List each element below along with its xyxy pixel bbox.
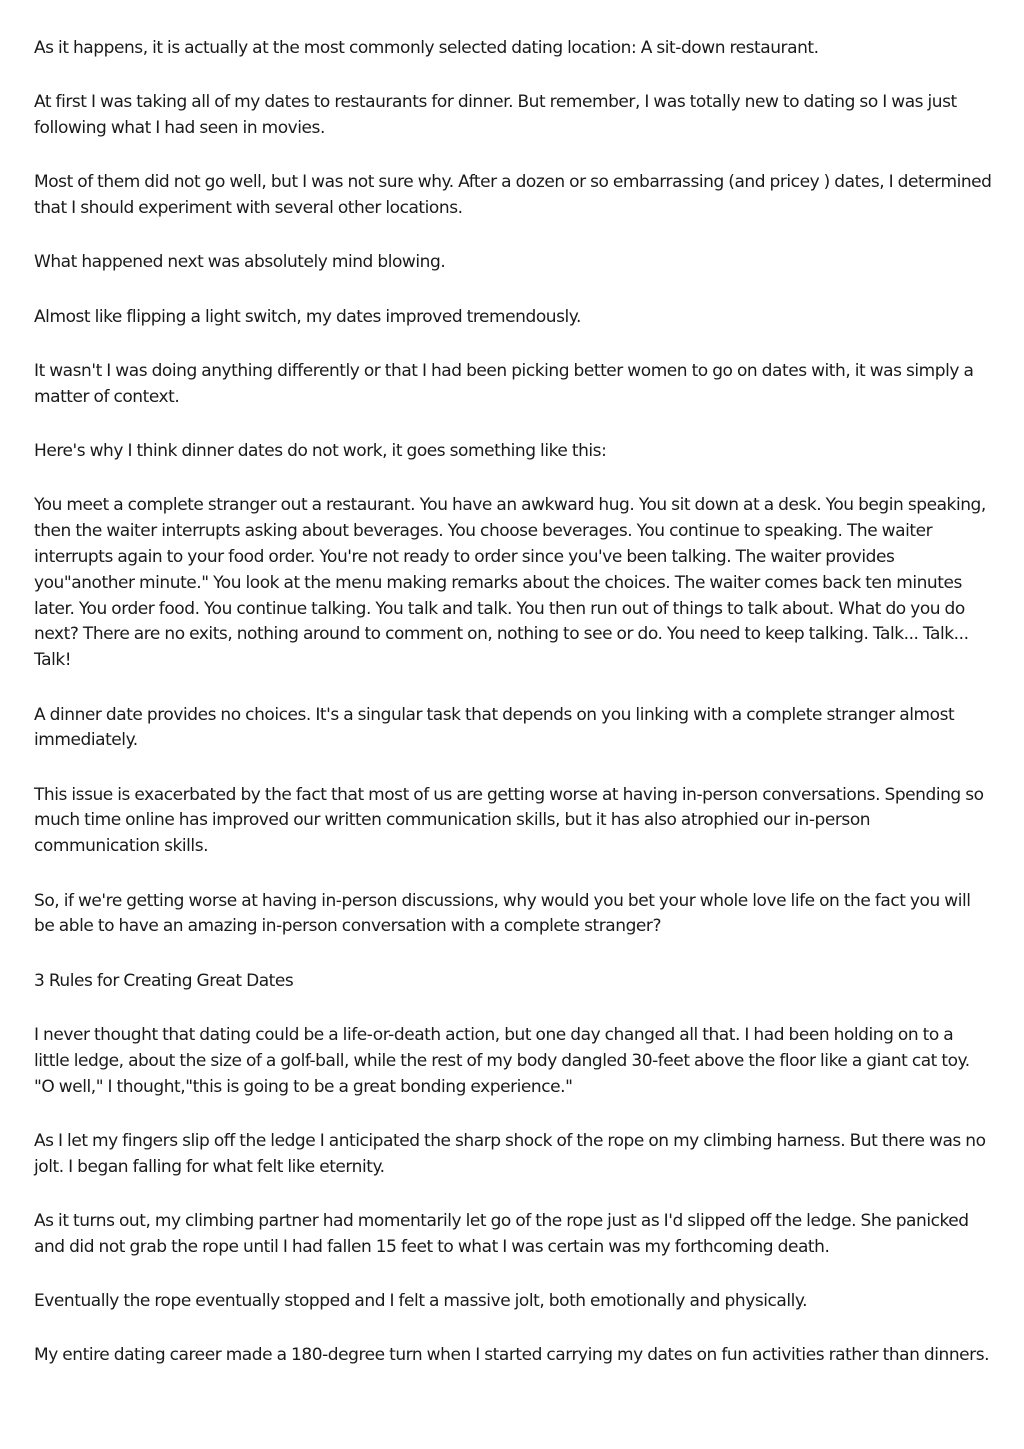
paragraph-6: It wasn't I was doing anything differently or that I had been picking better women to go on dates with, it was simply a matter of context. bbox=[34, 361, 974, 407]
paragraph-10: This issue is exacerbated by the fact that most of us are getting worse at having in-person conversations. Spending so much time online has improved our written communication skills, but it has also atrophied our in-person communication skills. bbox=[34, 784, 984, 857]
paragraph-15: As it turns out, my climbing partner had momentarily let go of the rope just as I'd slipped off the ledge. She panicked and did not grab the rope until I had fallen 15 feet to what I was certain was my forthcoming death. bbox=[34, 1210, 969, 1257]
paragraph-1: As it happens, it is actually at the most commonly selected dating location: A sit-down restaurant. bbox=[34, 38, 819, 58]
section-heading: 3 Rules for Creating Great Dates bbox=[34, 970, 294, 991]
paragraph-8: You meet a complete stranger out a restaurant. You have an awkward hug. You sit down at a desk. You begin speaking, then the waiter interrupts asking about beverages. You choose beverages. You continue to speaking. The waiter interrupts again to your food order. You're not ready to order since you've been talking. The waiter provides you"another minute." You look at the menu making remarks about the choices. The waiter comes back ten minutes later. You order food. You continue talking. You talk and talk. You then run out of things to talk about. What do you do next? There are no exits, nothing around to comment on, nothing to see or do. You need to keep talking. Talk... Talk... Talk! bbox=[34, 495, 986, 671]
paragraph-11: So, if we're getting worse at having in-person discussions, why would you bet your whole love life on the fact you will be able to have an amazing in-person conversation with a complete stranger? bbox=[34, 890, 971, 937]
paragraph-14: As I let my fingers slip off the ledge I anticipated the sharp shock of the rope on my climbing harness. But there was no jolt. I began falling for what felt like eternity. bbox=[34, 1130, 986, 1177]
paragraph-7: Here's why I think dinner dates do not work, it goes something like this: bbox=[34, 441, 607, 462]
paragraph-3: Most of them did not go well, but I was not sure why. After a dozen or so embarrassing (and pricey ) dates, I determined that I should experiment with several other locations. bbox=[34, 172, 992, 219]
document-page bbox=[34, 36, 992, 1398]
paragraph-2: At first I was taking all of my dates to restaurants for dinner. But remember, I was totally new to dating so I was just following what I had seen in movies. bbox=[34, 92, 957, 139]
paragraph-5: Almost like flipping a light switch, my dates improved tremendously. bbox=[34, 306, 581, 327]
paragraph-16: Eventually the rope eventually stopped and I felt a massive jolt, both emotionally and physically. bbox=[34, 1291, 808, 1311]
paragraph-4: What happened next was absolutely mind blowing. bbox=[34, 252, 446, 273]
paragraph-17: My entire dating career made a 180-degree turn when I started carrying my dates on fun activities rather than dinners. bbox=[34, 1345, 990, 1366]
paragraph-9: A dinner date provides no choices. It's a singular task that depends on you linking with a complete stranger almost immediately. bbox=[34, 704, 955, 751]
paragraph-13: I never thought that dating could be a life-or-death action, but one day changed all that. I had been holding on to a little ledge, about the size of a golf-ball, while the rest of my body dangled 30-feet above the floor like a giant cat toy. "O well," I thought,"this is going to be a great bonding experience." bbox=[34, 1024, 970, 1097]
